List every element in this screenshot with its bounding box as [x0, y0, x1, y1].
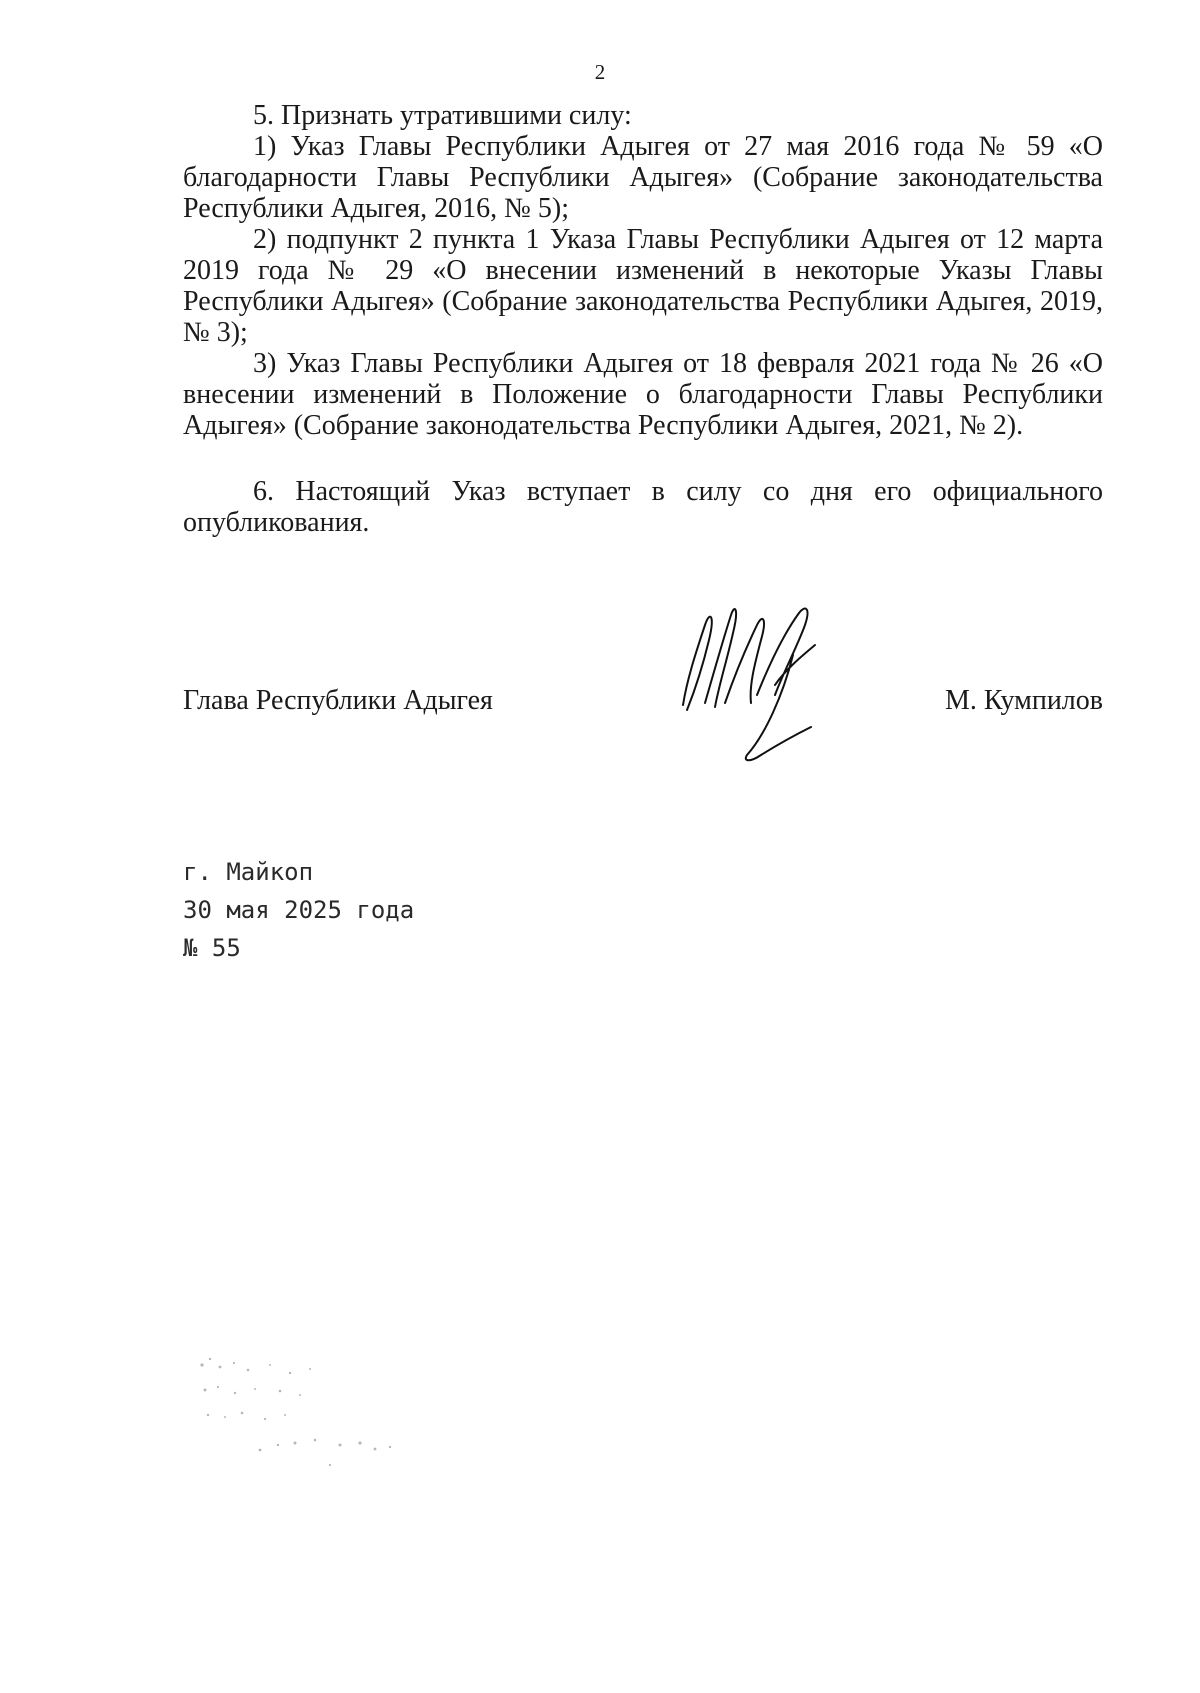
- signature-block: [183, 685, 1103, 725]
- paragraph-5-heading: 5. Признать утратившими силу:: [253, 100, 632, 131]
- signatory-position: Глава Республики Адыгея: [183, 685, 493, 716]
- document-body: [183, 100, 1103, 538]
- paragraph-5-item-3: 3) Указ Главы Республики Адыгея от 18 февраля 2021 года № 26 «О внесении изменений в Положение о благодарности Главы Республики Адыгея» (Собрание законодательства Республики Адыгея, 2021, № 2).: [183, 348, 1103, 441]
- city: г. Майкоп: [183, 858, 314, 886]
- paragraph-5-item-1: 1) Указ Главы Республики Адыгея от 27 мая 2016 года № 59 «О благодарности Главы Республики Адыгея» (Собрание законодательства Республики Адыгея, 2016, № 5);: [183, 131, 1103, 224]
- page-number: 2: [594, 60, 606, 84]
- document-date: 30 мая 2025 года: [183, 896, 415, 924]
- paragraph-6: 6. Настоящий Указ вступает в силу со дня его официального опубликования.: [183, 476, 1103, 538]
- paragraph-5-item-2: 2) подпункт 2 пункта 1 Указа Главы Республики Адыгея от 12 марта 2019 года № 29 «О внесении изменений в некоторые Указы Главы Республики Адыгея» (Собрание законодательства Республики Адыгея, 2019, № 3);: [183, 224, 1103, 348]
- paragraph-spacer: [183, 441, 1103, 476]
- signatory-name: М. Кумпилов: [945, 685, 1103, 716]
- faded-stamp-marks: [190, 1345, 470, 1485]
- document-meta: [183, 853, 414, 967]
- document-number: № 55: [183, 934, 241, 962]
